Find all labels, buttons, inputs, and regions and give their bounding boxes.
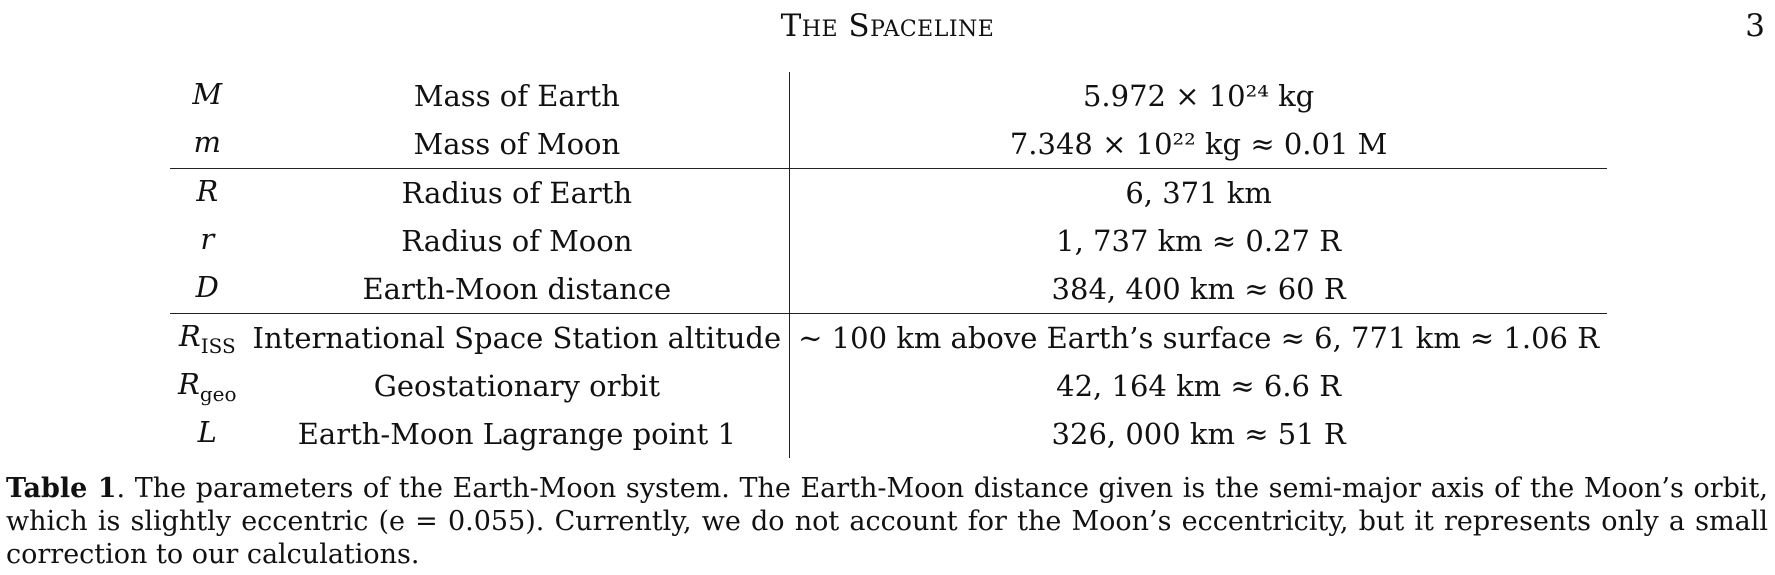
symbol: R: [178, 318, 201, 353]
symbol-cell: [170, 169, 245, 218]
description-cell: Geostationary orbit: [245, 362, 790, 410]
description-cell: Earth-Moon distance: [245, 265, 790, 314]
value-cell: 326, 000 km ≈ 51 R: [1051, 417, 1346, 451]
table-row: [170, 217, 1607, 265]
symbol-cell: [170, 217, 245, 265]
description-cell: Mass of Moon: [245, 120, 790, 169]
symbol-cell: [170, 314, 245, 363]
symbol-cell: [170, 410, 245, 458]
page-header: [0, 4, 1775, 48]
symbol: R: [178, 366, 200, 401]
value-cell: ∼ 100 km above Earth’s surface ≈ 6, 771 km ≈ 1.06 R: [798, 321, 1600, 355]
description-cell: International Space Station altitude: [245, 314, 790, 363]
symbol: m: [193, 124, 222, 159]
table-caption: [6, 472, 1768, 571]
caption-text: . The parameters of the Earth-Moon system. The Earth-Moon distance given is the semi-major axis of the Moon’s orbit, which is slightly eccentric (e = 0.055). Currently, we do not account for the Moon’s eccentricity, but it represents only a small correction to our calculations.: [6, 473, 1768, 570]
table-row: [170, 314, 1607, 363]
table-row: [170, 120, 1607, 169]
parameters-table: [170, 72, 1607, 458]
value-cell: 42, 164 km ≈ 6.6 R: [1056, 369, 1342, 403]
running-title: The Spaceline: [780, 8, 995, 44]
value-cell: 384, 400 km ≈ 60 R: [790, 265, 1607, 314]
value-cell: 1, 737 km ≈ 0.27 R: [1056, 224, 1342, 258]
symbol-subscript: geo: [199, 381, 237, 406]
description-cell: Radius of Moon: [245, 217, 790, 265]
symbol: D: [195, 269, 219, 304]
table-row: [170, 410, 1607, 458]
symbol: r: [200, 221, 215, 256]
symbol-subscript: ISS: [200, 333, 236, 358]
page-number: 3: [1745, 8, 1765, 44]
value-cell: 6, 371 km: [1125, 176, 1272, 210]
description-cell: Radius of Earth: [245, 169, 790, 218]
table-row: [170, 169, 1607, 218]
table-row: [170, 72, 1607, 120]
table-row: [170, 265, 1607, 314]
symbol-cell: [170, 362, 245, 410]
symbol: L: [197, 414, 217, 449]
value-cell: 7.348 × 10²² kg ≈ 0.01 M: [790, 120, 1607, 169]
symbol: M: [192, 76, 223, 111]
value-cell: 5.972 × 10²⁴ kg: [1082, 79, 1315, 113]
caption-label: Table 1: [6, 473, 117, 504]
symbol-cell: [170, 265, 245, 314]
symbol-cell: [170, 120, 245, 169]
symbol-cell: [170, 72, 245, 120]
description-cell: Earth-Moon Lagrange point 1: [245, 410, 790, 458]
parameters-table-body: [170, 72, 1607, 458]
description-cell: Mass of Earth: [245, 72, 790, 120]
table-row: [170, 362, 1607, 410]
symbol: R: [196, 173, 219, 208]
